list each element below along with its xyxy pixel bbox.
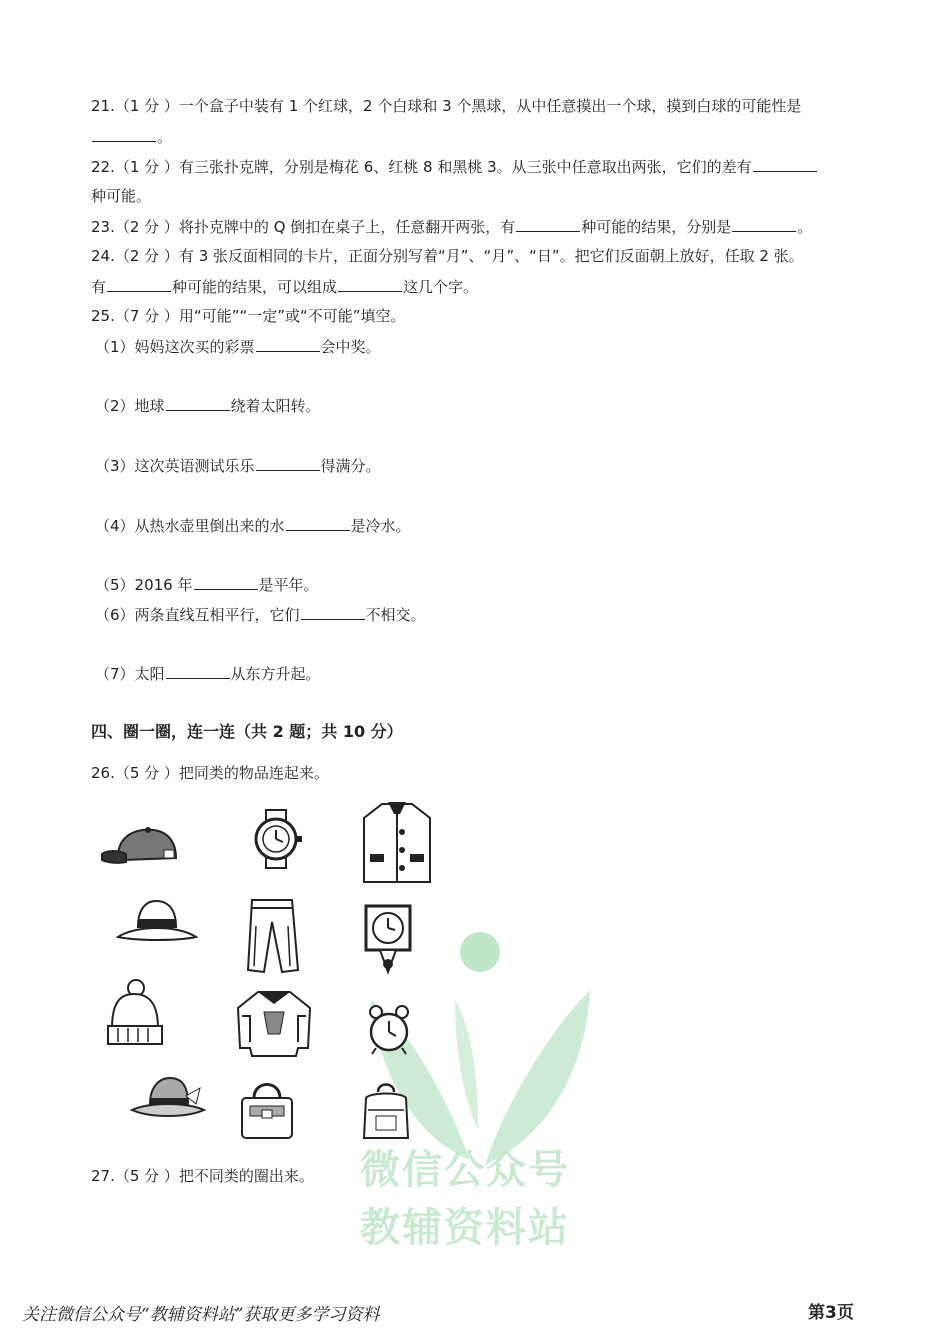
answer-blank[interactable] xyxy=(166,663,230,679)
sun-hat-icon[interactable] xyxy=(130,1074,206,1124)
alarm-clock-icon[interactable] xyxy=(366,1004,412,1056)
answer-blank[interactable] xyxy=(338,276,402,292)
answer-blank[interactable] xyxy=(256,336,320,352)
answer-blank[interactable] xyxy=(92,126,156,142)
pants-icon[interactable] xyxy=(242,896,302,974)
q25-item-2: （2）地球 绕着太阳转。 xyxy=(95,397,321,415)
q27-title: 27.（5 分 ）把不同类的圈出来。 xyxy=(91,1167,314,1185)
q25-item-4: （4）从热水壶里倒出来的水 是冷水。 xyxy=(95,517,411,535)
q25-item-3: （3）这次英语测试乐乐 得满分。 xyxy=(95,457,381,475)
answer-blank[interactable] xyxy=(732,216,796,232)
section-4-heading: 四、圈一圈，连一连（共 2 题；共 10 分） xyxy=(91,722,403,741)
answer-blank[interactable] xyxy=(516,216,580,232)
watermark-text-line2: 教辅资料站 xyxy=(360,1205,570,1251)
q24-line1: 24.（2 分 ）有 3 张反面相同的卡片，正面分别写着“月”、“月”、“日”。把它们反面朝上放好，任取 2 张。 xyxy=(91,247,804,265)
q21-line1: 21.（1 分 ）一个盒子中装有 1 个红球，2 个白球和 3 个黑球，从中任意摸出一个球，摸到白球的可能性是 xyxy=(91,97,802,115)
coat-icon[interactable] xyxy=(360,798,434,886)
backpack-icon[interactable] xyxy=(360,1078,412,1142)
q23-line: 23.（2 分 ）将扑克牌中的 Q 倒扣在桌子上，任意翻开两张，有 种可能的结果，分别是 。 xyxy=(91,218,813,236)
q25-item-6: （6）两条直线互相平行，它们 不相交。 xyxy=(95,606,426,624)
wristwatch-icon[interactable] xyxy=(246,808,306,870)
answer-blank[interactable] xyxy=(753,156,817,172)
answer-blank[interactable] xyxy=(256,455,320,471)
q26-title: 26.（5 分 ）把同类的物品连起来。 xyxy=(91,764,329,782)
jacket-icon[interactable] xyxy=(234,986,314,1058)
q25-item-1: （1）妈妈这次买的彩票 会中奖。 xyxy=(95,338,381,356)
q21-line2: 。 xyxy=(91,126,172,147)
q25-item-5: （5）2016 年 是平年。 xyxy=(95,576,319,594)
q22-line2: 种可能。 xyxy=(91,187,152,205)
answer-blank[interactable] xyxy=(286,515,350,531)
answer-blank[interactable] xyxy=(166,395,230,411)
answer-blank[interactable] xyxy=(107,276,171,292)
wall-clock-icon[interactable] xyxy=(362,902,414,978)
q24-line2: 有 种可能的结果，可以组成 这几个字。 xyxy=(91,278,479,296)
fedora-hat-icon[interactable] xyxy=(116,897,198,943)
q25-item-7: （7）太阳 从东方升起。 xyxy=(95,665,321,683)
answer-blank[interactable] xyxy=(301,604,365,620)
baseball-cap-icon[interactable] xyxy=(98,824,180,872)
footer-note: 关注微信公众号“教辅资料站”获取更多学习资料 xyxy=(22,1305,380,1325)
knit-beanie-icon[interactable] xyxy=(104,978,164,1048)
q25-title: 25.（7 分 ）用“可能”“一定”或“不可能”填空。 xyxy=(91,307,406,325)
handbag-icon[interactable] xyxy=(238,1076,296,1142)
watermark-text-line1: 微信公众号 xyxy=(360,1147,570,1193)
q22-line1: 22.（1 分 ）有三张扑克牌，分别是梅花 6、红桃 8 和黑桃 3。从三张中任意取出两张，它们的差有 xyxy=(91,156,818,177)
page-number: 第3页 xyxy=(808,1303,854,1323)
answer-blank[interactable] xyxy=(194,574,258,590)
